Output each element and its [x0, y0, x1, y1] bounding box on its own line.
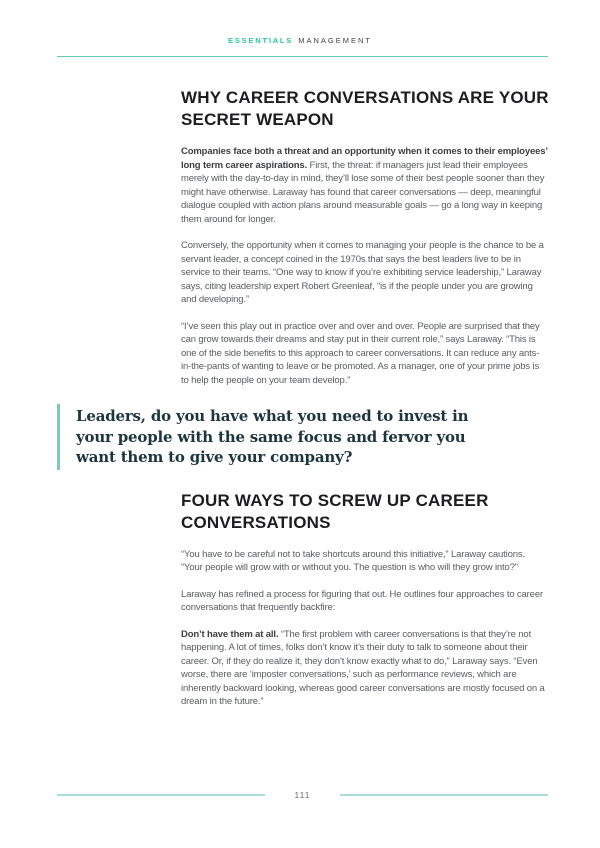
paragraph-text: Conversely, the opportunity when it comes to managing your people is the chance to be a servant leader, a concept coined in the 1970s that says the best leaders live to be in service to their teams. “One way to know if you’re exhibiting service leadership,” Laraway says, citing leadership expert Robert Greenleaf, “is if the people under you are growing and developing.”: [181, 240, 544, 305]
section-label: MANAGEMENT: [298, 36, 372, 45]
paragraph-text: First, the threat: if managers just lead their employees merely with the day-to-day in mind, they’ll lose some of their best people sooner than they might have otherwise. Laraway has found that career conversations — deep, meaningful dialogue coupled with action plans around measurable goals — go a long way in keeping them around for longer.: [181, 159, 545, 225]
paragraph: [181, 320, 549, 388]
article-section-1: [181, 87, 549, 387]
paragraph: [181, 548, 549, 575]
paragraph-text: “You have to be careful not to take shortcuts around this initiative,” Laraway cautions. “Your people will grow with or without you. The question is who will they grow into?”: [181, 548, 525, 573]
page-header: [0, 0, 600, 46]
footer-rule-left: [57, 794, 265, 796]
paragraph: [181, 588, 549, 615]
article-section-2: [181, 490, 549, 709]
page-footer: [57, 790, 548, 800]
article-title-1: WHY CAREER CONVERSATIONS ARE YOUR SECRET WEAPON: [181, 88, 549, 129]
paragraph-text: “The first problem with career conversations is that they’re not happening. A lot of times, folks don’t know it’s their duty to talk to someone about their career. Or, if they do realize it, they don’t know exactly what to do,” Laraway says. “Even worse, there are ‘imposter conversations,’ such as performance reviews, which are inherently backward looking, whereas good career conversations are mostly focused on a dream in the future.”: [181, 628, 545, 707]
brand-label: ESSENTIALS: [228, 36, 294, 45]
page-number: 111: [294, 790, 311, 800]
paragraph: [181, 628, 549, 709]
paragraph-lead: Don’t have them at all.: [181, 628, 279, 640]
article-title-2: FOUR WAYS TO SCREW UP CAREER CONVERSATIONS: [181, 490, 489, 532]
paragraph: [181, 239, 549, 307]
header-rule: [57, 56, 548, 57]
footer-rule-right: [340, 794, 548, 796]
paragraph-lead: Companies face both a threat and an opportunity when it comes to their employees’ long term career aspirations.: [181, 146, 548, 171]
paragraph-text: Laraway has refined a process for figuring that out. He outlines four approaches to career conversations that frequently backfire:: [181, 588, 543, 613]
paragraph: [181, 145, 549, 226]
paragraph-text: “I’ve seen this play out in practice over and over and over. People are surprised that they can grow towards their dreams and stay put in their current role,” says Laraway. “This is one of the side benefits to this approach to career conversations. It can reduce any ants-in-the-pants of wanting to leave or be promoted. As a manager, one of your prime jobs is to help the people on your team develop.”: [181, 320, 540, 386]
pull-quote: Leaders, do you have what you need to invest in your people with the same focus and fervor you want them to give your company?: [57, 404, 506, 470]
